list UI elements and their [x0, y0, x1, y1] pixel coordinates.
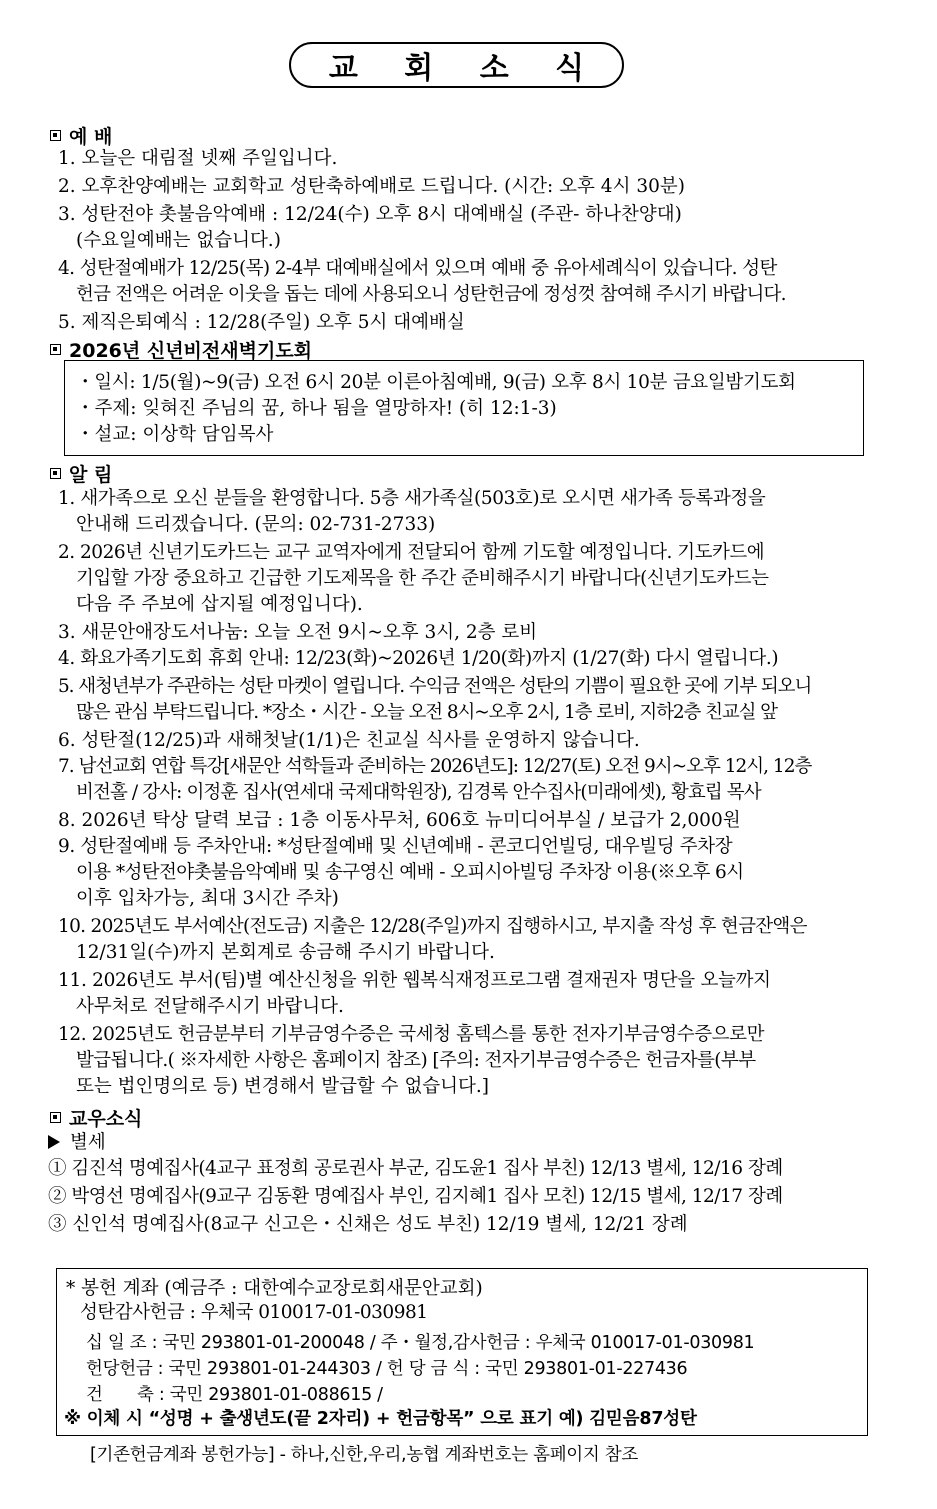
notice-item-10-cont: 12/31일(수)까지 본회계로 송금해 주시기 바랍니다. [76, 942, 495, 963]
section-dawn-heading: 2026년 신년비전새벽기도회 [50, 336, 312, 363]
notice-item-2: 2. 2026년 신년기도카드는 교구 교역자에게 전달되어 함께 기도할 예정입니다. 기도카드에 [58, 542, 765, 563]
dawn-date: ・일시: 1/5(월)~9(금) 오전 6시 20분 이른아침예배, 9(금) 오후 8시 10분 금요일밤기도회 [76, 372, 796, 393]
square-bullet-icon [50, 344, 61, 355]
notice-item-12-cont: 발급됩니다.( ※자세한 사항은 홈페이지 참조) [주의: 전자기부금영수증은 헌금자를(부부 [76, 1050, 756, 1071]
square-bullet-icon [50, 468, 61, 479]
worship-item-2: 2. 오후찬양예배는 교회학교 성탄축하예배로 드립니다. (시간: 오후 4시 30분) [58, 176, 685, 197]
notice-item-5-cont: 많은 관심 부탁드립니다. *장소・시간 - 오늘 오전 8시~오후 2시, 1층 로비, 지하2층 친교실 앞 [76, 702, 777, 723]
notice-item-9: 9. 성탄절예배 등 주차안내: *성탄절예배 및 신년예배 - 콘코디언빌딩, 대우빌딩 주차장 [58, 836, 733, 857]
notice-item-7-cont: 비전홀 / 강사: 이정훈 집사(연세대 국제대학원장), 김경록 안수집사(미래에셋), 황효립 목사 [76, 782, 761, 803]
accounts-building: 건 축 : 국민 293801-01-088615 / [86, 1385, 383, 1405]
notice-item-9-cont2: 이후 입차가능, 최대 3시간 주차) [76, 888, 339, 909]
section-news-heading: 교우소식 [50, 1104, 142, 1131]
notice-item-12-cont2: 또는 법인명의로 등) 변경해서 발급할 수 없습니다.] [76, 1076, 490, 1097]
notice-item-11-cont: 사무처로 전달해주시기 바랍니다. [76, 996, 344, 1017]
accounts-footer: [기존헌금계좌 봉헌가능] - 하나,신한,우리,농협 계좌번호는 홈페이지 참조 [90, 1445, 638, 1465]
accounts-dedication: 헌당헌금 : 국민 293801-01-244303 / 헌 당 금 식 : 국민 293801-01-227436 [86, 1359, 688, 1379]
notice-item-2-cont: 기입할 가장 중요하고 긴급한 기도제목을 한 주간 준비해주시기 바랍니다(신년기도카드는 [76, 568, 769, 589]
worship-item-4: 4. 성탄절예배가 12/25(목) 2-4부 대예배실에서 있으며 예배 중 유아세례식이 있습니다. 성탄 [58, 258, 777, 279]
notice-item-12: 12. 2025년도 헌금분부터 기부금영수증은 국세청 홈텍스를 통한 전자기부금영수증으로만 [58, 1024, 765, 1045]
worship-item-3-cont: (수요일예배는 없습니다.) [76, 230, 281, 251]
accounts-transfer-note: ※ 이체 시 “성명 + 출생년도(끝 2자리) + 헌금항목” 으로 표기 예) 김믿음87성탄 [64, 1409, 697, 1429]
worship-item-1: 1. 오늘은 대림절 넷째 주일입니다. [58, 148, 338, 169]
page-title: 교 회 소 식 [289, 42, 624, 88]
square-bullet-icon [50, 130, 61, 141]
accounts-tithe: 십 일 조 : 국민 293801-01-200048 / 주・월정,감사헌금 : 우체국 010017-01-030981 [86, 1333, 755, 1353]
section-worship-heading: 예 배 [50, 122, 112, 149]
notice-item-1-cont: 안내해 드리겠습니다. (문의: 02-731-2733) [76, 514, 436, 535]
notice-item-11: 11. 2026년도 부서(팀)별 예산신청을 위한 웹복식재정프로그램 결재권자 명단을 오늘까지 [58, 970, 771, 991]
worship-item-5: 5. 제직은퇴예식 : 12/28(주일) 오후 5시 대예배실 [58, 312, 465, 333]
news-subheading: 별세 [48, 1130, 106, 1156]
dawn-preacher: ・설교: 이상학 담임목사 [76, 424, 274, 445]
accounts-christmas: 성탄감사헌금 : 우체국 010017-01-030981 [80, 1302, 428, 1323]
notice-item-3: 3. 새문안애장도서나눔: 오늘 오전 9시~오후 3시, 2층 로비 [58, 622, 538, 643]
notice-item-2-cont2: 다음 주 주보에 삽지될 예정입니다). [76, 594, 363, 615]
notice-item-7: 7. 남선교회 연합 특강[새문안 석학들과 준비하는 2026년도]: 12/27(토) 오전 9시~오후 12시, 12층 [58, 756, 812, 777]
accounts-header: * 봉헌 계좌 (예금주 : 대한예수교장로회새문안교회) [66, 1278, 483, 1299]
notice-item-9-cont: 이용 *성탄전야촛불음악예배 및 송구영신 예배 - 오피시아빌딩 주차장 이용(※오후 6시 [76, 862, 744, 883]
news-item-3: ③ 신인석 명예집사(8교구 신고은・신채은 성도 부친) 12/19 별세, 12/21 장례 [48, 1214, 688, 1235]
dawn-theme: ・주제: 잊혀진 주님의 꿈, 하나 됨을 열망하자! (히 12:1-3) [76, 398, 557, 419]
notice-item-8: 8. 2026년 탁상 달력 보급 : 1층 이동사무처, 606호 뉴미디어부실 / 보급가 2,000원 [58, 810, 741, 831]
news-item-1: ① 김진석 명예집사(4교구 표정희 공로권사 부군, 김도윤1 집사 부친) 12/13 별세, 12/16 장례 [48, 1158, 783, 1179]
notice-item-6: 6. 성탄절(12/25)과 새해첫날(1/1)은 친교실 식사를 운영하지 않습니다. [58, 730, 640, 751]
square-bullet-icon [50, 1112, 61, 1123]
notice-item-5: 5. 새청년부가 주관하는 성탄 마켓이 열립니다. 수익금 전액은 성탄의 기쁨이 필요한 곳에 기부 되오니 [58, 676, 812, 697]
notice-item-4: 4. 화요가족기도회 휴회 안내: 12/23(화)~2026년 1/20(화)까지 (1/27(화) 다시 열립니다.) [58, 648, 779, 669]
notice-item-1: 1. 새가족으로 오신 분들을 환영합니다. 5층 새가족실(503호)로 오시면 새가족 등록과정을 [58, 488, 766, 509]
triangle-bullet-icon [48, 1135, 60, 1149]
worship-item-4-cont: 헌금 전액은 어려운 이웃을 돕는 데에 사용되오니 성탄헌금에 정성껏 참여해 주시기 바랍니다. [76, 284, 786, 305]
news-item-2: ② 박영선 명예집사(9교구 김동환 명예집사 부인, 김지혜1 집사 모친) 12/15 별세, 12/17 장례 [48, 1186, 783, 1207]
section-notice-heading: 알 림 [50, 460, 112, 487]
worship-item-3: 3. 성탄전야 촛불음악예배 : 12/24(수) 오후 8시 대예배실 (주관- 하나찬양대) [58, 204, 682, 225]
notice-item-10: 10. 2025년도 부서예산(전도금) 지출은 12/28(주일)까지 집행하시고, 부지출 작성 후 현금잔액은 [58, 916, 807, 937]
